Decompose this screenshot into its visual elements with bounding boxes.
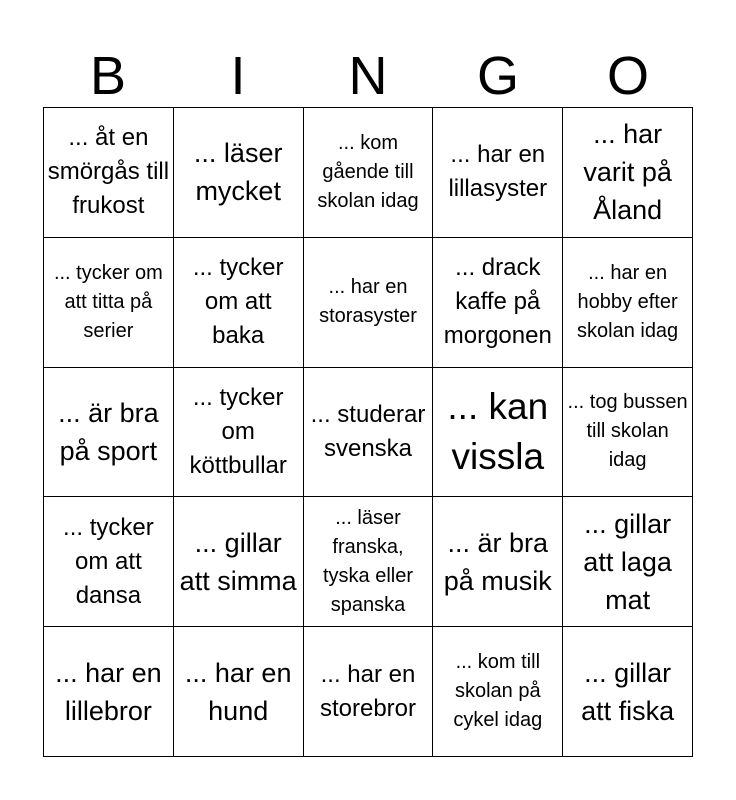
bingo-cell[interactable] [563, 238, 693, 368]
cell-text: ... är bra på musik [443, 527, 552, 596]
header-letter-o: O [606, 46, 649, 106]
cell-text: ... läser franska, tyska eller spanska [322, 506, 413, 616]
bingo-cell[interactable] [563, 497, 693, 627]
cell-text: ... kom gående till skolan idag [317, 131, 419, 212]
cell-text: ... åt en smörgås till frukost [47, 124, 170, 220]
bingo-cell[interactable] [433, 627, 563, 757]
cell-text: ... tog bussen till skolan idag [567, 391, 688, 472]
cell-text: ... studerar svenska [310, 400, 426, 462]
bingo-cell[interactable] [433, 108, 563, 238]
bingo-cell[interactable] [44, 108, 174, 238]
header-letter-n: N [348, 46, 388, 106]
bingo-cell[interactable] [433, 238, 563, 368]
bingo-cell[interactable] [563, 627, 693, 757]
bingo-cell[interactable] [433, 497, 563, 627]
bingo-cell[interactable] [44, 627, 174, 757]
bingo-cell[interactable] [304, 238, 434, 368]
bingo-cell[interactable] [174, 627, 304, 757]
bingo-cell[interactable] [563, 368, 693, 498]
bingo-header [43, 44, 693, 108]
cell-text: ... har varit på Åland [583, 119, 672, 226]
cell-text: ... har en hund [184, 657, 292, 726]
bingo-grid [43, 107, 693, 757]
header-letter-b: B [89, 46, 127, 106]
cell-text: ... drack kaffe på morgonen [443, 254, 552, 350]
bingo-cell[interactable] [304, 627, 434, 757]
bingo-cell[interactable] [174, 368, 304, 498]
cell-text: ... har en hobby efter skolan idag [577, 261, 679, 342]
bingo-cell[interactable] [304, 368, 434, 498]
cell-text: ... är bra på sport [58, 397, 159, 466]
bingo-card [43, 0, 693, 757]
bingo-cell[interactable] [174, 238, 304, 368]
bingo-cell[interactable] [563, 108, 693, 238]
bingo-cell[interactable] [304, 108, 434, 238]
cell-text: ... har en lillasyster [448, 141, 548, 203]
bingo-cell[interactable] [174, 497, 304, 627]
bingo-cell[interactable] [174, 108, 304, 238]
cell-text: ... tycker om att dansa [63, 513, 154, 609]
bingo-cell[interactable] [433, 368, 563, 498]
cell-text: ... gillar att simma [179, 527, 297, 596]
cell-text: ... har en storebror [319, 660, 417, 722]
cell-text: ... kan vissla [447, 385, 549, 477]
cell-text: ... har en storasyster [319, 276, 417, 328]
cell-text: ... läser mycket [193, 138, 283, 207]
header-letter-i: I [230, 46, 246, 106]
cell-text: ... har en lillebror [55, 657, 162, 726]
cell-text: ... kom till skolan på cykel idag [453, 651, 543, 732]
cell-text: ... gillar att laga mat [583, 508, 672, 615]
bingo-cell[interactable] [304, 497, 434, 627]
bingo-cell[interactable] [44, 368, 174, 498]
cell-text: ... gillar att fiska [581, 657, 675, 726]
bingo-cell[interactable] [44, 497, 174, 627]
header-letter-g: G [476, 46, 519, 106]
cell-text: ... tycker om att titta på serier [53, 261, 163, 342]
bingo-cell[interactable] [44, 238, 174, 368]
cell-text: ... tycker om köttbullar [189, 383, 287, 479]
cell-text: ... tycker om att baka [192, 254, 284, 350]
